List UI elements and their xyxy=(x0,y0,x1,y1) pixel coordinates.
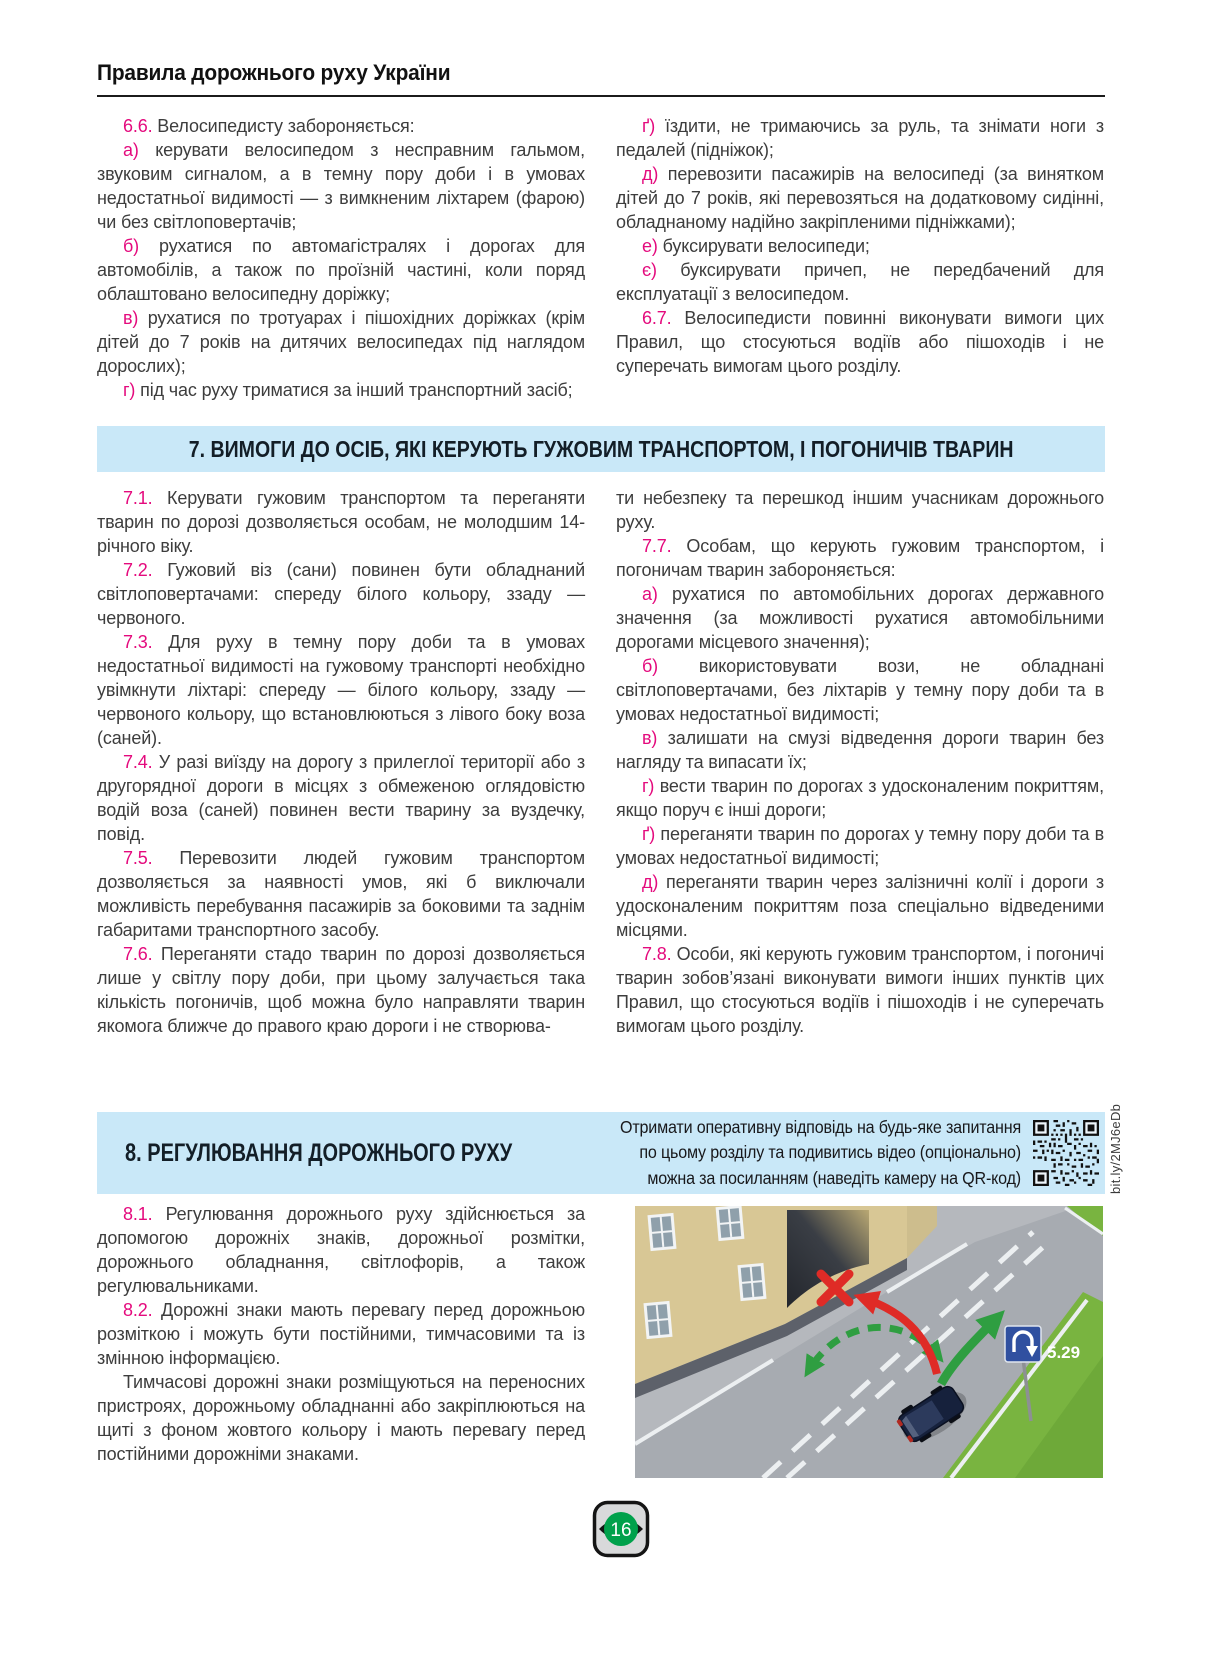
rule-number: б) xyxy=(123,236,140,256)
rule-number: д) xyxy=(642,164,659,184)
rule-number: 7.5. xyxy=(123,848,153,868)
rule-paragraph xyxy=(616,534,1104,582)
section-8-columns xyxy=(97,1202,1105,1483)
road-scene-illustration xyxy=(635,1206,1105,1483)
qr-note xyxy=(592,1115,1021,1190)
rule-number: 7.6. xyxy=(123,944,153,964)
rule-text: буксирувати причеп, не передбачений для експлуатації з велосипедом. xyxy=(616,260,1104,304)
rule-paragraph xyxy=(97,846,585,942)
rule-paragraph xyxy=(97,486,585,558)
rule-paragraph xyxy=(97,1370,585,1466)
rule-paragraph xyxy=(616,162,1104,234)
rule-number: е) xyxy=(642,236,658,256)
rule-text: Керувати гужовим транспортом та переганяти тварин по дорозі дозволяється особам, не молодшим 14-річного віку. xyxy=(97,488,585,556)
rule-paragraph xyxy=(616,582,1104,654)
rule-number: 7.3. xyxy=(123,632,153,652)
qr-short-link: bit.ly/2MJ6eDb xyxy=(1108,1103,1123,1194)
rule-paragraph xyxy=(616,486,1104,534)
page-number-badge xyxy=(592,1500,650,1558)
rule-number: г) xyxy=(642,776,655,796)
rule-paragraph xyxy=(97,750,585,846)
rule-text: рухатися по автомагістралях і дорогах для автомобілів, а також по проїзній частині, коли поряд облаштовано велосипедну доріжку; xyxy=(97,236,585,304)
rule-number: в) xyxy=(642,728,658,748)
rule-number: 7.4. xyxy=(123,752,153,772)
rule-paragraph xyxy=(97,1202,585,1298)
section-7-heading-band xyxy=(97,426,1105,472)
rule-text: Регулювання дорожнього руху здійснюється за допомогою дорожніх знаків, дорожньої розмітки, дорожнього обладнання, світлофорів, а також регулювальниками. xyxy=(97,1204,585,1296)
rule-paragraph xyxy=(616,870,1104,942)
rule-paragraph xyxy=(97,378,585,402)
rule-text: Дорожні знаки мають перевагу перед дорожньою розміткою і можуть бути постійними, тимчасовими та із змінною інформацією. xyxy=(97,1300,585,1368)
qr-note-line: Отримати оперативну відповідь на будь-яке запитання xyxy=(620,1117,1021,1138)
rule-text: залишати на смузі відведення дороги тварин без нагляду та випасати їх; xyxy=(616,728,1104,772)
rule-text: Гужовий віз (сани) повинен бути обладнаний світлоповертачами: спереду білого кольору, ззаду — червоного. xyxy=(97,560,585,628)
rule-text: вести тварин по дорогах з удосконаленим покриттям, якщо поруч є інші дороги; xyxy=(616,776,1104,820)
rule-number: 7.8. xyxy=(642,944,672,964)
section-7-title: 7. ВИМОГИ ДО ОСІБ, ЯКІ КЕРУЮТЬ ГУЖОВИМ ТРАНСПОРТОМ, І ПОГОНИЧІВ ТВАРИН xyxy=(188,435,1014,462)
qr-note-line: по цьому розділу та подивитись відео (опціонально) xyxy=(639,1142,1021,1163)
rule-paragraph xyxy=(616,258,1104,306)
rule-paragraph xyxy=(616,234,1104,258)
rule-number: 6.7. xyxy=(642,308,672,328)
rule-paragraph xyxy=(97,114,585,138)
rule-number: ґ) xyxy=(642,824,656,844)
rule-text: Перевозити людей гужовим транспортом дозволяється за наявності умов, які б виключали можливість перебування пасажирів за боковими та заднім габаритами транспортного засобу. xyxy=(97,848,586,940)
rule-paragraph xyxy=(616,726,1104,774)
rule-text: під час руху триматися за інший транспортний засіб; xyxy=(140,380,573,400)
rule-text: перевозити пасажирів на велосипеді (за винятком дітей до 7 років, які перевозяться на додатковому сидінні, обладнаному надійно закріпленими підніжками); xyxy=(616,164,1104,232)
rule-paragraph xyxy=(616,306,1104,378)
column-left xyxy=(97,114,585,402)
section-7-columns xyxy=(97,486,1105,1038)
section-8-title: 8. РЕГУЛЮВАННЯ ДОРОЖНЬОГО РУХУ xyxy=(125,1138,513,1167)
page-title: Правила дорожнього руху України xyxy=(97,60,451,85)
running-header xyxy=(97,60,1105,97)
rule-text: переганяти тварин по дорогах у темну пору доби та в умовах недостатньої видимості; xyxy=(616,824,1105,868)
rule-text: рухатися по автомобільних дорогах державного значення (за можливості рухатися автомобільними дорогами місцевого значення); xyxy=(616,584,1104,652)
rule-paragraph xyxy=(616,942,1104,1038)
rule-text: Велосипедисти повинні виконувати вимоги цих Правил, що стосуються водіїв або пішоходів і не суперечать вимогам цього розділу. xyxy=(616,308,1104,376)
column-right xyxy=(616,114,1104,402)
rule-paragraph xyxy=(97,630,585,750)
rule-text: ти небезпеку та перешкод іншим учасникам дорожнього руху. xyxy=(616,488,1104,532)
rule-text: Особам, що керують гужовим транспортом, і погоничам тварин забороняється: xyxy=(616,536,1104,580)
rule-number: ґ) xyxy=(642,116,656,136)
rule-number: б) xyxy=(642,656,659,676)
rule-number: 8.2. xyxy=(123,1300,153,1320)
rule-paragraph xyxy=(616,114,1104,162)
rule-text: Тимчасові дорожні знаки розміщуються на переносних пристроях, дорожньому обладнанні або закріплюються на щиті з фоном жовтого кольору і мають перевагу перед постійними дорожніми знаками. xyxy=(97,1372,585,1464)
rule-number: 7.2. xyxy=(123,560,153,580)
rule-number: в) xyxy=(123,308,139,328)
rule-text: переганяти тварин через залізничні колії і дороги з удосконаленим покриттям поза спеціально відведеними місцями. xyxy=(616,872,1104,940)
column-right xyxy=(616,486,1104,1038)
rule-paragraph xyxy=(616,654,1104,726)
rule-number: а) xyxy=(642,584,658,604)
rule-number: 7.7. xyxy=(642,536,672,556)
rule-text: буксирувати велосипеди; xyxy=(662,236,870,256)
rule-number: є) xyxy=(642,260,657,280)
rule-number: д) xyxy=(642,872,659,892)
rule-paragraph xyxy=(97,306,585,378)
rule-number: а) xyxy=(123,140,139,160)
column-left xyxy=(97,1202,585,1483)
rule-paragraph xyxy=(97,138,585,234)
rule-text: У разі виїзду на дорогу з прилеглої території або з другорядної дороги в місцях з обмеженою оглядовістю водій воза (саней) повинен вести тварину за вуздечку, повід. xyxy=(97,752,585,844)
rule-text: Велосипедисту забороняється: xyxy=(157,116,415,136)
section-6-columns xyxy=(97,114,1105,402)
qr-code-icon xyxy=(1033,1120,1099,1186)
rule-paragraph xyxy=(97,942,585,1038)
rule-text: Особи, які керують гужовим транспортом, і погоничі тварин зобов’язані виконувати вимоги інших пунктів цих Правил, що стосуються водіїв і пішоходів і не суперечать вимогам цього розділу. xyxy=(616,944,1104,1036)
rule-paragraph xyxy=(97,1298,585,1370)
rule-text: керувати велосипедом з несправним гальмом, звуковим сигналом, а в темну пору доби і в умовах недостатньої видимості — з вимкненим ліхтарем (фарою) чи без світлоповертачів; xyxy=(97,140,585,232)
rule-text: Для руху в темну пору доби та в умовах недостатньої видимості на гужовому транспорті необхідно увімкнути ліхтарі: спереду — білого кольору, ззаду — червоного кольору, що встановлюються з лівого боку воза (саней). xyxy=(97,632,585,748)
rule-number: 7.1. xyxy=(123,488,153,508)
section-8-title-wrap xyxy=(97,1139,555,1168)
rule-text: рухатися по тротуарах і пішохідних доріжках (крім дітей до 7 років на дитячих велосипедах під наглядом дорослих); xyxy=(97,308,586,376)
column-left xyxy=(97,486,585,1038)
rule-text: Переганяти стадо тварин по дорозі дозволяється лише у світлу пору доби, при цьому залучається така кількість погоничів, щоб можна було направляти тварин якомога ближче до правого краю дороги і не створюва- xyxy=(97,944,585,1036)
rule-text: їздити, не тримаючись за руль, та знімати ноги з педалей (підніжок); xyxy=(616,116,1104,160)
rule-paragraph xyxy=(616,774,1104,822)
rule-number: г) xyxy=(123,380,136,400)
page-number: 16 xyxy=(610,1520,632,1541)
rule-text: використовувати вози, не обладнані світлоповертачами, без ліхтарів у темну пору доби та в умовах недостатньої видимості; xyxy=(616,656,1105,724)
qr-note-line: можна за посиланням (наведіть камеру на QR-код) xyxy=(647,1167,1021,1188)
road-scene-svg xyxy=(635,1206,1103,1478)
section-8-heading-band xyxy=(97,1112,1105,1194)
sign-label: 5.29 xyxy=(1047,1343,1081,1362)
rule-paragraph xyxy=(97,558,585,630)
rule-paragraph xyxy=(97,234,585,306)
rule-number: 8.1. xyxy=(123,1204,153,1224)
rule-paragraph xyxy=(616,822,1104,870)
rule-number: 6.6. xyxy=(123,116,153,136)
